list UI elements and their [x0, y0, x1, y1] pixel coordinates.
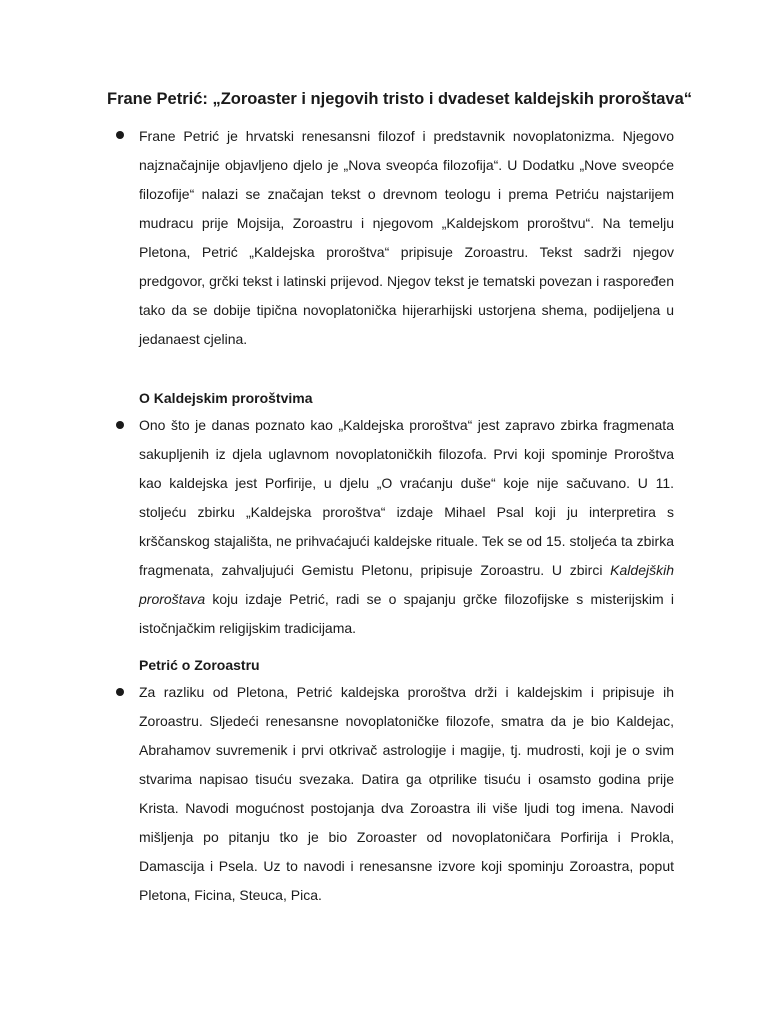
bullet-icon: [116, 688, 124, 696]
document-title: Frane Petrić: „Zoroaster i njegovih tristo i dvadeset kaldejskih proroštava“: [107, 90, 693, 108]
bullet-icon: [116, 421, 124, 429]
paragraph-petric-o-zoroastru: Za razliku od Pletona, Petrić kaldejska proroštva drži i kaldejskim i pripisuje ih Zoroastru. Sljedeći renesansne novoplatoničke filozofe, smatra da je bio Kaldejac, Abrahamov suvremenik i prvi otkrivač astrologije i magije, tj. mudrosti, koji je o svim stvarima napisao tisuću svezaka. Datira ga otprilike tisuću i osamsto godina prije Krista. Navodi mogućnost postojanja dva Zoroastra ili više ljudi tog imena. Navodi mišljenja po pitanju tko je bio Zoroaster od novoplatoničara Porfirija i Prokla, Damascija i Psela. Uz to navodi i renesansne izvore koji spominju Zoroastra, poput Pletona, Ficina, Steuca, Pica.: [139, 684, 674, 903]
paragraph-text: Ono što je danas poznato kao „Kaldejska proroštva“ jest zapravo zbirka fragmenata sakupljenih iz djela uglavnom novoplatoničkih filozofa. Prvi koji spominje Proroštva kao kaldejska jest Porfirije, u djelu „O vraćanju duše“ koje nije sačuvano. U 11. stoljeću zbirku „Kaldejska proroštva“ izdaje Mihael Psal koji ju interpretira s krščanskog stajališta, ne prihvaćajući kaldejske rituale. Tek se od 15. stoljeća ta zbirka fragmenata, zahvaljujući Gemistu Pletonu, pripisuje Zoroastru. U zbirci: [139, 417, 674, 578]
paragraph-italic-title: Kaldejških proroštava: [139, 562, 674, 607]
paragraph-intro: Frane Petrić je hrvatski renesansni filozof i predstavnik novoplatonizma. Njegovo najznačajnije objavljeno djelo je „Nova sveopća filozofija“. U Dodatku „Nove sveopće filozofije“ nalazi se značajan tekst o drevnom teologu i prema Petriću najstarijem mudracu prije Mojsija, Zoroastru i njegovom „Kaldejskom proroštvu“. Na temelju Pletona, Petrić „Kaldejska proroštva“ pripisuje Zoroastru. Tekst sadrži njegov predgovor, grčki tekst i latinski prijevod. Njegov tekst je tematski povezan i raspoređen tako da se dobije tipična novoplatonička hijerarhijski ustorjena shema, podijeljena u jedanaest cjelina.: [139, 128, 674, 347]
section-heading-kaldejska-prorostva: O Kaldejskim proroštvima: [139, 390, 313, 406]
paragraph-text: koju izdaje Petrić, radi se o spajanju grčke filozofijske s misterijskim i istočnjačkim religijskim tradicijama.: [139, 591, 674, 636]
bullet-icon: [116, 131, 124, 139]
paragraph-kaldejska-prorostva: [139, 411, 674, 643]
section-heading-petric-o-zoroastru: Petrić o Zoroastru: [139, 657, 260, 673]
